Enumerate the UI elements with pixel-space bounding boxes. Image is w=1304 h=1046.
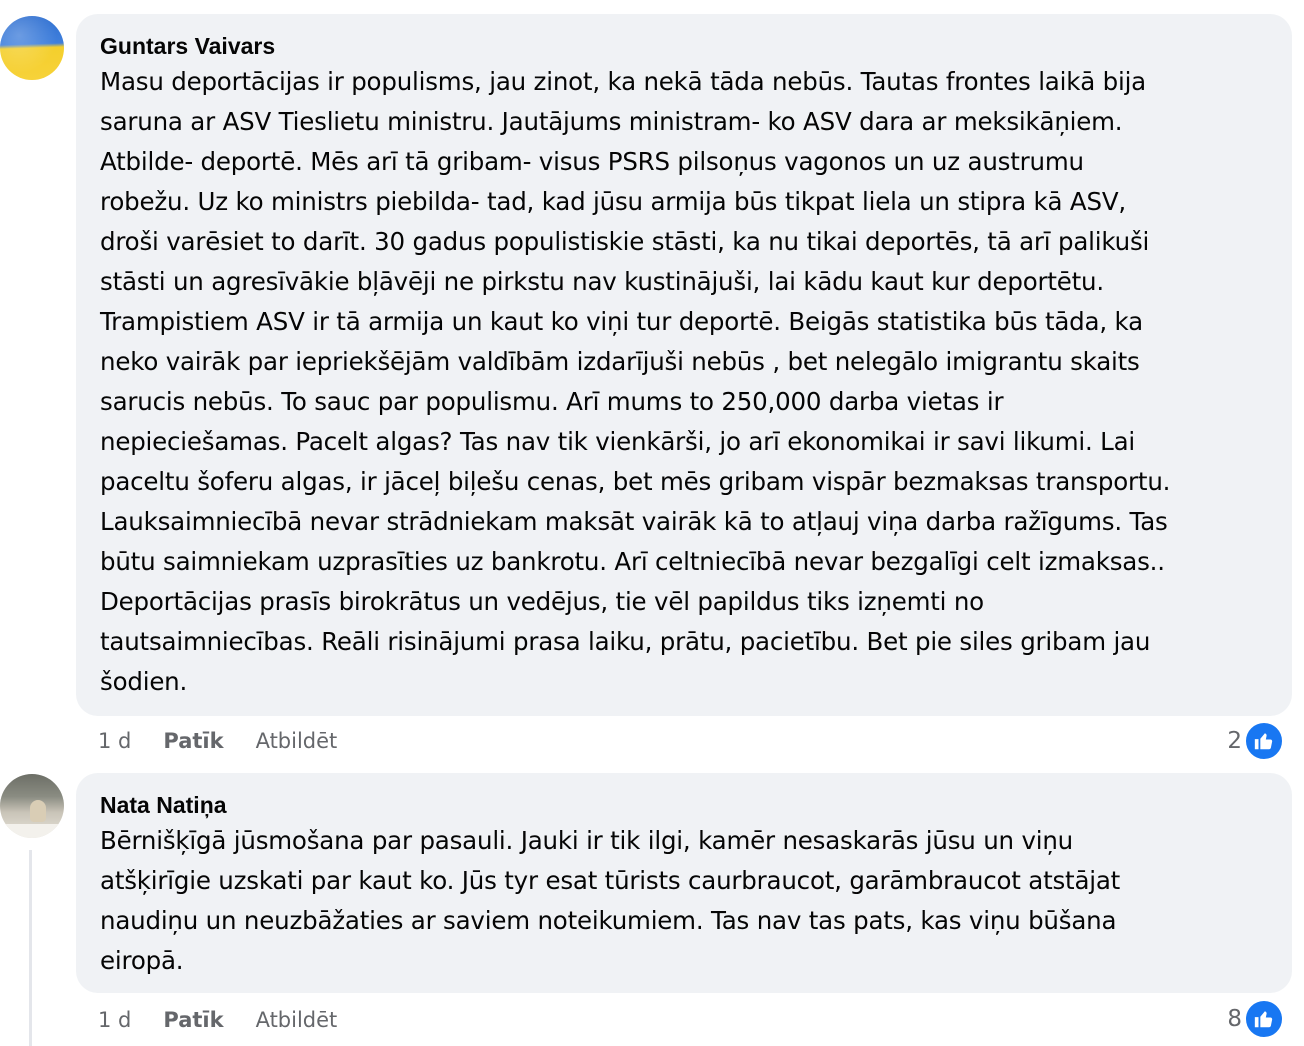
like-button[interactable]: Patīk bbox=[163, 1008, 224, 1032]
thumbs-up-icon bbox=[1244, 721, 1284, 761]
comment-text: Masu deportācijas ir populisms, jau zinot, ka nekā tāda nebūs. Tautas frontes laikā bija saruna ar ASV Tieslietu ministru. Jautājums ministram- ko ASV dara ar meksikāņiem. Atbilde- deportē. Mēs arī tā gribam- visus PSRS pilsoņus vagonos un uz austrumu robežu. Uz ko ministrs piebilda- tad, kad jūsu armija būs tikpat liela un stipra kā ASV, droši varēsiet to darīt. 30 gadus populistiskie stāsti, ka nu tikai deportēs, tā arī palikuši stāsti un agresīvākie bļāvēji ne pirkstu nav kustinājuši, lai kādu kaut kur deportētu. Trampistiem ASV ir tā armija un kaut ko viņi tur deportē. Beigās statistika būs tāda, ka neko vairāk par iepriekšējām valdībām izdarījuši nebūs , bet nelegālo imigrantu skaits sarucis nebūs. To sauc par populismu. Arī mums to 250,000 darba vietas ir nepieciešamas. Pacelt algas? Tas nav tik vienkārši, jo arī ekonomikai ir savi likumi. Lai paceltu šoferu algas, ir jāceļ biļešu cenas, bet mēs gribam vispār bezmaksas transportu. Lauksaimniecībā nevar strādniekam maksāt vairāk kā to atļauj viņa darba ražīgums. Tas būtu saimniekam uzprasīties uz bankrotu. Arī celtniecībā nevar bezgalīgi celt izmaksas.. Deportācijas prasīs birokrātus un vedējus, tie vēl papildus tiks izņemti no tautsaimniecības. Reāli risinājumi prasa laiku, prātu, pacietību. Bet pie siles gribam jau šodien. bbox=[100, 67, 1171, 696]
comment-timestamp[interactable]: 1 d bbox=[98, 1008, 132, 1032]
comment-actions bbox=[98, 1005, 369, 1035]
comment-author[interactable]: Guntars Vaivars bbox=[100, 33, 276, 59]
reply-button[interactable]: Atbildēt bbox=[255, 729, 338, 753]
comment-actions bbox=[98, 726, 369, 756]
avatar-detail bbox=[0, 824, 64, 838]
reply-button[interactable]: Atbildēt bbox=[255, 1008, 338, 1032]
thread-line bbox=[29, 850, 32, 1046]
like-button[interactable]: Patīk bbox=[163, 729, 224, 753]
avatar[interactable] bbox=[0, 774, 64, 838]
thumbs-up-icon bbox=[1244, 999, 1284, 1039]
avatar[interactable] bbox=[0, 16, 64, 80]
reaction-summary[interactable] bbox=[1227, 721, 1284, 761]
comment-text: Bērnišķīgā jūsmošana par pasauli. Jauki ir tik ilgi, kamēr nesaskarās jūsu un viņu atšķirīgie uzskati par kaut ko. Jūs tyr esat tūrists caurbraucot, garāmbraucot atstājat naudiņu un neuzbāžaties ar saviem noteikumiem. Tas nav tas pats, kas viņu būšana eiropā. bbox=[100, 826, 1121, 975]
comment-author[interactable]: Nata Natiņa bbox=[100, 792, 227, 818]
reaction-count: 8 bbox=[1227, 1006, 1242, 1032]
comment-bubble bbox=[76, 14, 1292, 716]
comment-timestamp[interactable]: 1 d bbox=[98, 729, 132, 753]
cat-photo-icon bbox=[30, 800, 46, 822]
reaction-count: 2 bbox=[1227, 728, 1242, 754]
reaction-summary[interactable] bbox=[1227, 999, 1284, 1039]
comment-bubble bbox=[76, 773, 1292, 993]
